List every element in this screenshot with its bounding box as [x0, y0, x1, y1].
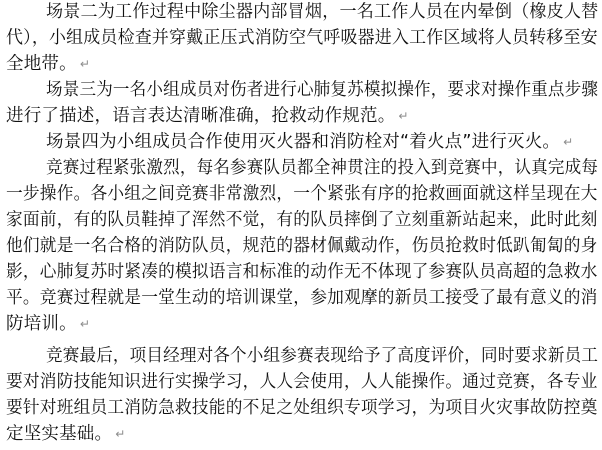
line-text: 要对消防技能知识进行实操学习，人人会使用，人人能操作。通过竞赛，各专业	[6, 372, 598, 392]
text-line	[46, 343, 598, 369]
text-line	[46, 155, 598, 181]
text-line	[6, 103, 409, 129]
line-text: 竞赛最后，项目经理对各个小组参赛表现给予了高度评价，同时要求新员工	[46, 346, 599, 366]
text-line	[6, 25, 598, 51]
text-line	[6, 285, 597, 311]
line-text: 代），小组成员检查并穿戴正压式消防空气呼吸器进入工作区域将人员转移至安	[6, 28, 598, 48]
text-line	[6, 369, 597, 395]
line-text: 进行了描述，语言表达清晰准确，抢救动作规范。	[6, 106, 396, 126]
line-text: 影，心肺复苏时紧凑的模拟语言和标准的动作无不体现了参赛队员高超的急救水	[6, 262, 598, 282]
line-text: 定坚实基础。	[6, 424, 113, 444]
line-text: 全地带。	[6, 54, 77, 74]
text-line	[6, 181, 597, 207]
text-line	[6, 259, 597, 285]
line-text: 他们就是一名合格的消防队员，规范的器材佩戴动作，伤员抢救时低趴匍匐的身	[6, 236, 598, 256]
text-line	[46, 129, 573, 155]
text-line	[46, 0, 598, 25]
text-line	[6, 207, 597, 233]
line-text: 要针对班组员工消防急救技能的不足之处组织专项学习，为项目火灾事故防控奠	[6, 398, 598, 418]
line-text: 场景三为一名小组成员对伤者进行心肺复苏模拟操作，要求对操作重点步骤	[46, 80, 599, 100]
text-line	[6, 311, 90, 337]
text-line	[46, 77, 598, 103]
paragraph-mark: ↵	[79, 317, 91, 331]
line-text: 防培训。	[6, 314, 77, 334]
paragraph-mark: ↵	[563, 135, 574, 149]
line-text: 场景四为小组成员合作使用灭火器和消防栓对“着火点”进行灭火。	[46, 132, 561, 152]
text-line	[6, 51, 90, 77]
text-line	[6, 421, 125, 447]
line-text: 场景二为工作过程中除尘器内部冒烟，一名工作人员在内晕倒（橡皮人替	[46, 2, 599, 22]
line-text: 竞赛过程紧张激烈，每名参赛队员都全神贯注的投入到竞赛中，认真完成每	[46, 158, 599, 178]
line-text: 一步操作。各小组之间竞赛非常激烈，一个紧张有序的抢救画面就这样呈现在大	[6, 184, 598, 204]
line-text: 家面前，有的队员鞋掉了浑然不觉，有的队员摔倒了立刻重新站起来，此时此刻	[6, 210, 598, 230]
paragraph-mark: ↵	[79, 57, 91, 71]
line-text: 平。竞赛过程就是一堂生动的培训课堂，参加观摩的新员工接受了最有意义的消	[6, 288, 598, 308]
text-line	[6, 395, 597, 421]
text-line	[6, 233, 597, 259]
paragraph-mark: ↵	[115, 427, 126, 441]
paragraph-mark: ↵	[398, 109, 409, 123]
